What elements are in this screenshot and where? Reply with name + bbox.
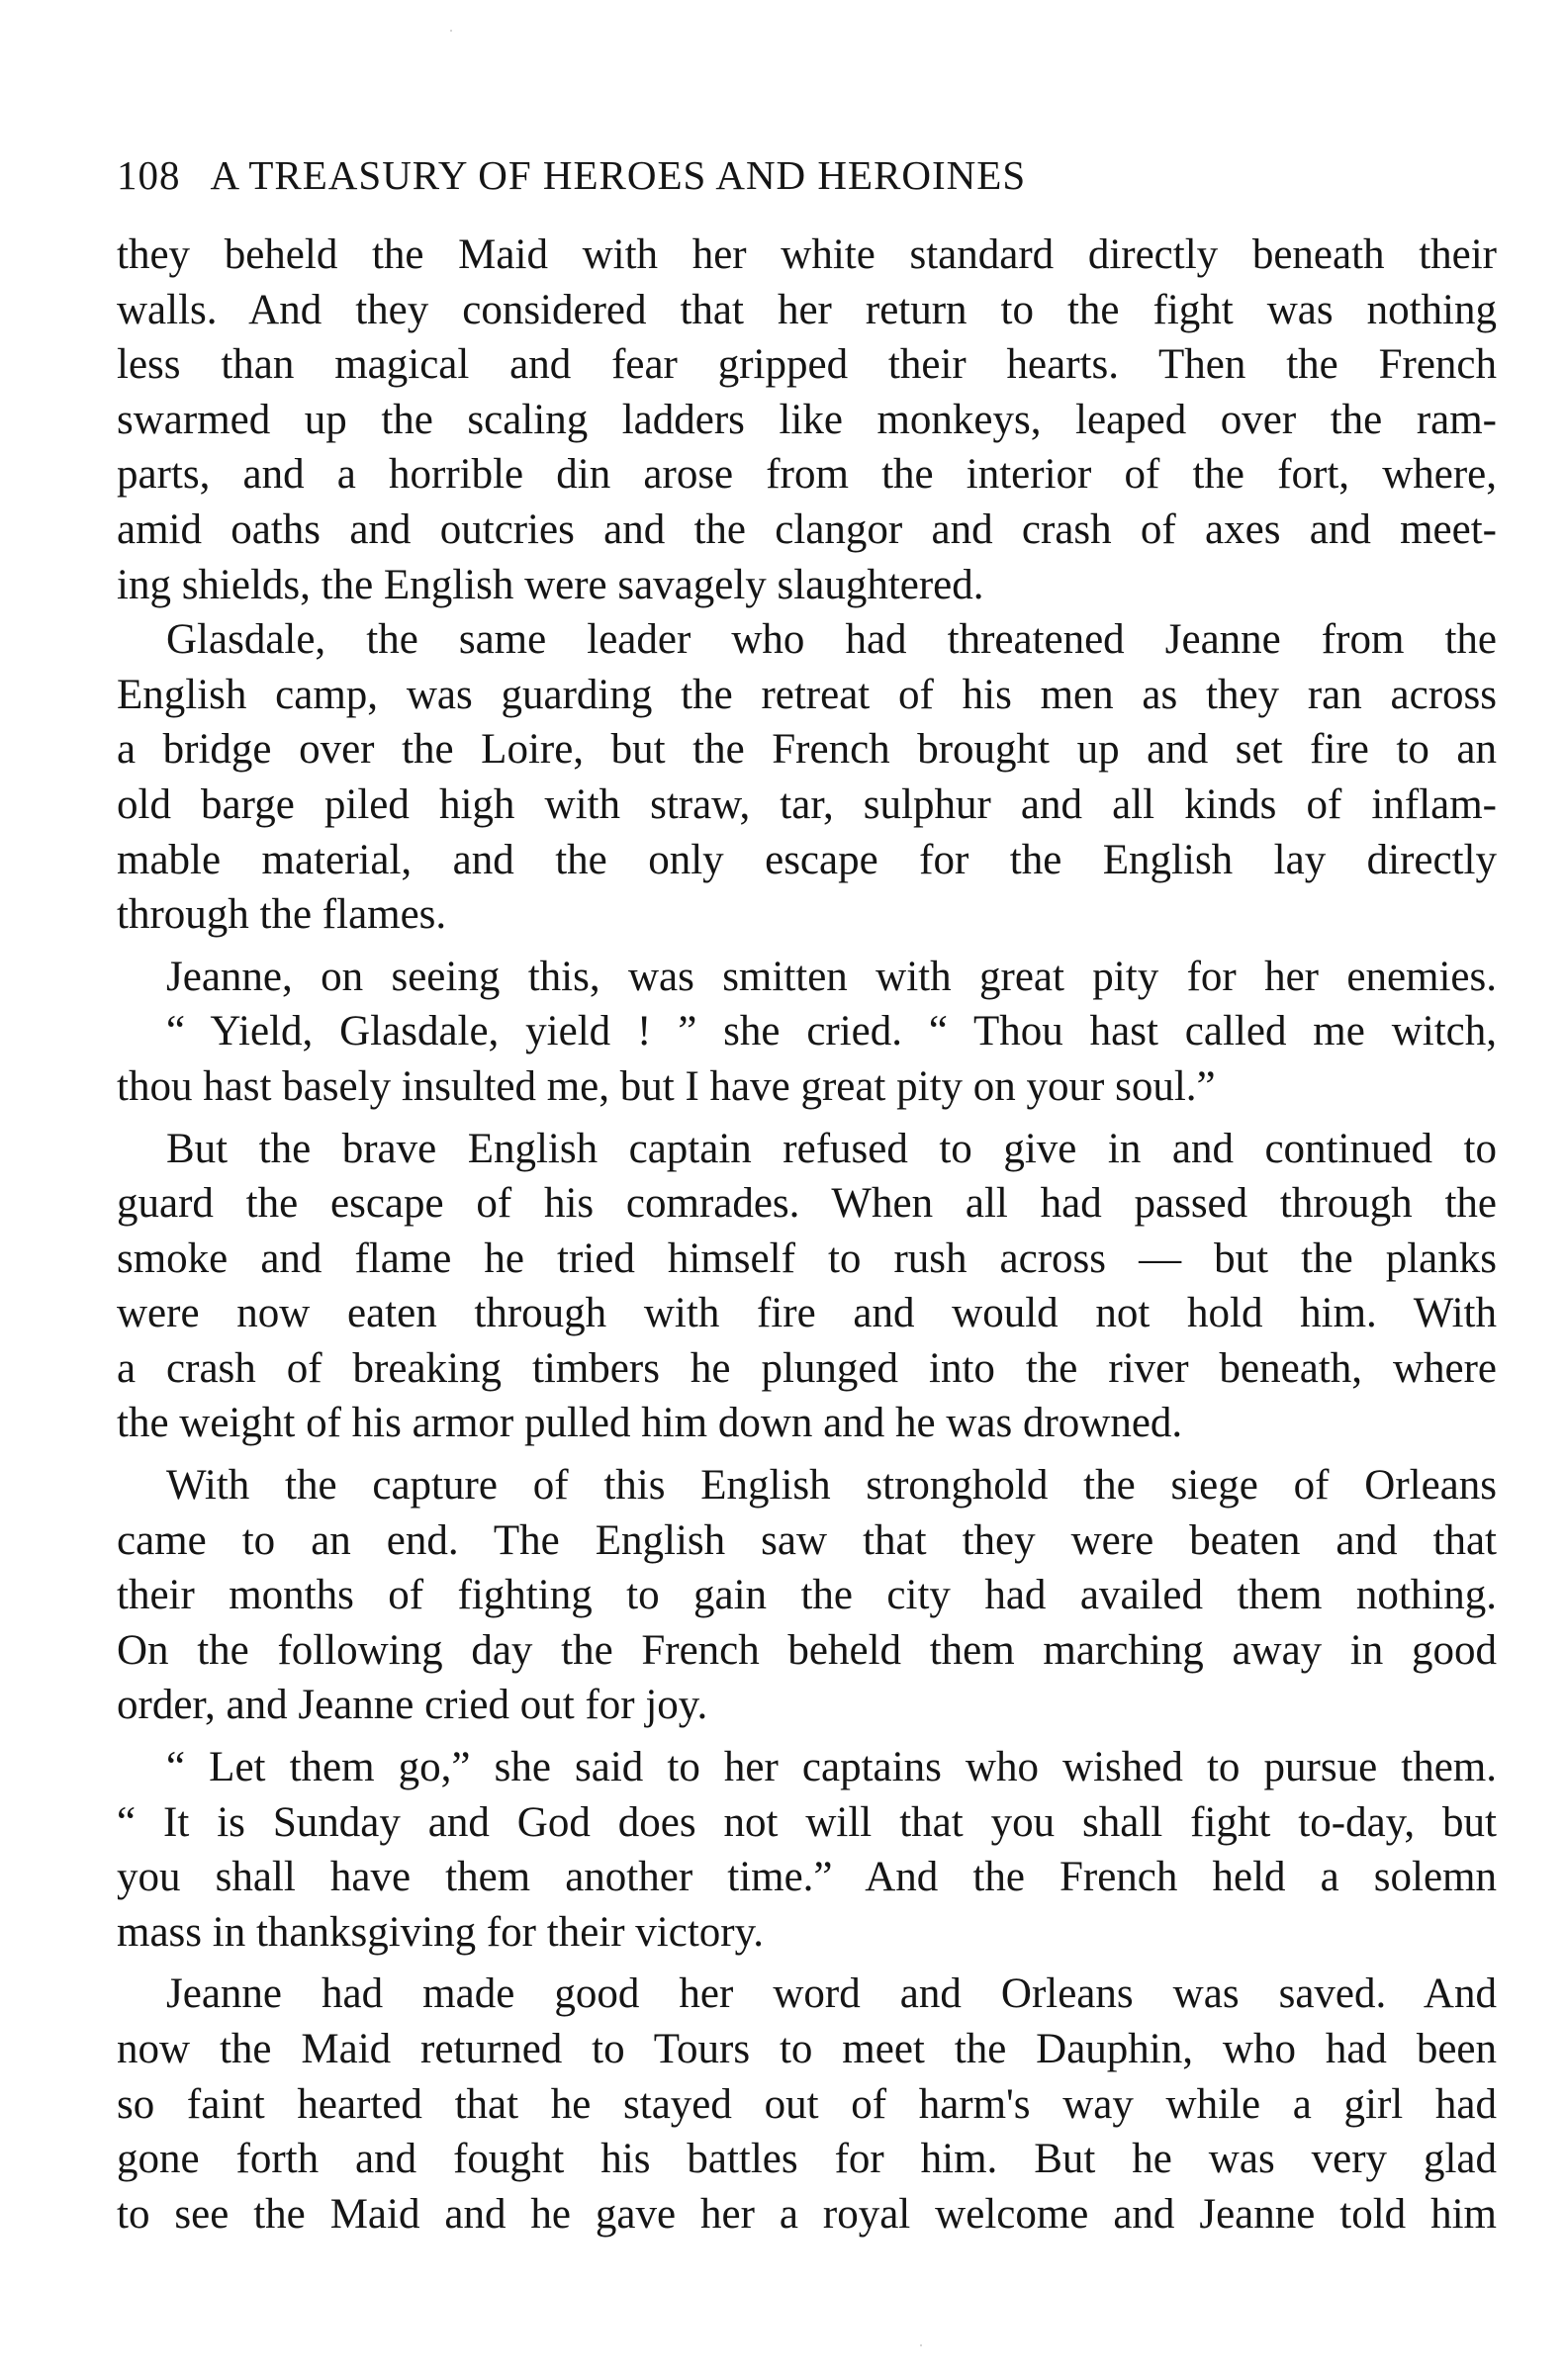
body-text <box>117 228 1497 2242</box>
page-number: 108 <box>117 152 181 198</box>
text-line: With the capture of this English stronghold the siege of Orleans <box>166 1462 1497 1510</box>
text-line: amid oaths and outcries and the clangor and crash of axes and meet- <box>117 505 1497 553</box>
text-line: guard the escape of his comrades. When all had passed through the <box>117 1180 1497 1228</box>
text-line: Jeanne had made good her word and Orleans was saved. And <box>166 1970 1497 2018</box>
text-line: they beheld the Maid with her white standard directly beneath their <box>117 231 1497 278</box>
text-line: Glasdale, the same leader who had threatened Jeanne from the <box>166 616 1497 664</box>
text-line: Jeanne, on seeing this, was smitten with great pity for her enemies. <box>166 953 1497 1000</box>
text-line: to see the Maid and he gave her a royal welcome and Jeanne told him <box>117 2190 1497 2238</box>
text-line: the weight of his armor pulled him down and he was drowned. <box>117 1400 1183 1447</box>
scan-speck <box>920 2344 922 2346</box>
scan-speck <box>450 30 452 32</box>
text-line: old barge piled high with straw, tar, sulphur and all kinds of inflam- <box>117 780 1497 828</box>
text-line: But the brave English captain refused to give in and continued to <box>166 1125 1497 1172</box>
text-line: parts, and a horrible din arose from the interior of the fort, where, <box>117 451 1497 499</box>
text-line: “ It is Sunday and God does not will that you shall fight to-day, but <box>117 1798 1497 1846</box>
text-line: a bridge over the Loire, but the French brought up and set fire to an <box>117 726 1497 774</box>
text-line: smoke and flame he tried himself to rush across — but the planks <box>117 1235 1497 1282</box>
text-line: gone forth and fought his battles for him. But he was very glad <box>117 2136 1497 2183</box>
text-line: thou hast basely insulted me, but I have great pity on your soul.” <box>117 1062 1216 1110</box>
text-line: “ Let them go,” she said to her captains who wished to pursue them. <box>166 1744 1497 1791</box>
text-line: “ Yield, Glasdale, yield ! ” she cried. “ Thou hast called me witch, <box>166 1008 1497 1055</box>
running-title: A TREASURY OF HEROES AND HEROINES <box>210 152 1027 198</box>
text-line: so faint hearted that he stayed out of harm's way while a girl had <box>117 2080 1497 2128</box>
text-line: swarmed up the scaling ladders like monkeys, leaped over the ram- <box>117 396 1497 443</box>
text-line: ing shields, the English were savagely slaughtered. <box>117 561 984 608</box>
text-line: were now eaten through with fire and would not hold him. With <box>117 1290 1497 1337</box>
text-line: mass in thanksgiving for their victory. <box>117 1908 765 1956</box>
text-line: On the following day the French beheld them marching away in good <box>117 1626 1497 1674</box>
text-line: less than magical and fear gripped their hearts. Then the French <box>117 341 1497 389</box>
text-line: walls. And they considered that her return to the fight was nothing <box>117 286 1497 333</box>
text-line: mable material, and the only escape for the English lay directly <box>117 836 1497 883</box>
text-line: through the flames. <box>117 891 447 939</box>
text-line: a crash of breaking timbers he plunged into the river beneath, where <box>117 1344 1497 1392</box>
text-line: English camp, was guarding the retreat of his men as they ran across <box>117 671 1497 718</box>
running-header <box>117 140 1502 210</box>
text-line: came to an end. The English saw that they were beaten and that <box>117 1516 1497 1564</box>
text-line: their months of fighting to gain the city had availed them nothing. <box>117 1572 1497 1619</box>
text-line: now the Maid returned to Tours to meet the Dauphin, who had been <box>117 2026 1497 2072</box>
text-line: order, and Jeanne cried out for joy. <box>117 1682 708 1729</box>
text-line: you shall have them another time.” And the French held a solemn <box>117 1854 1497 1901</box>
